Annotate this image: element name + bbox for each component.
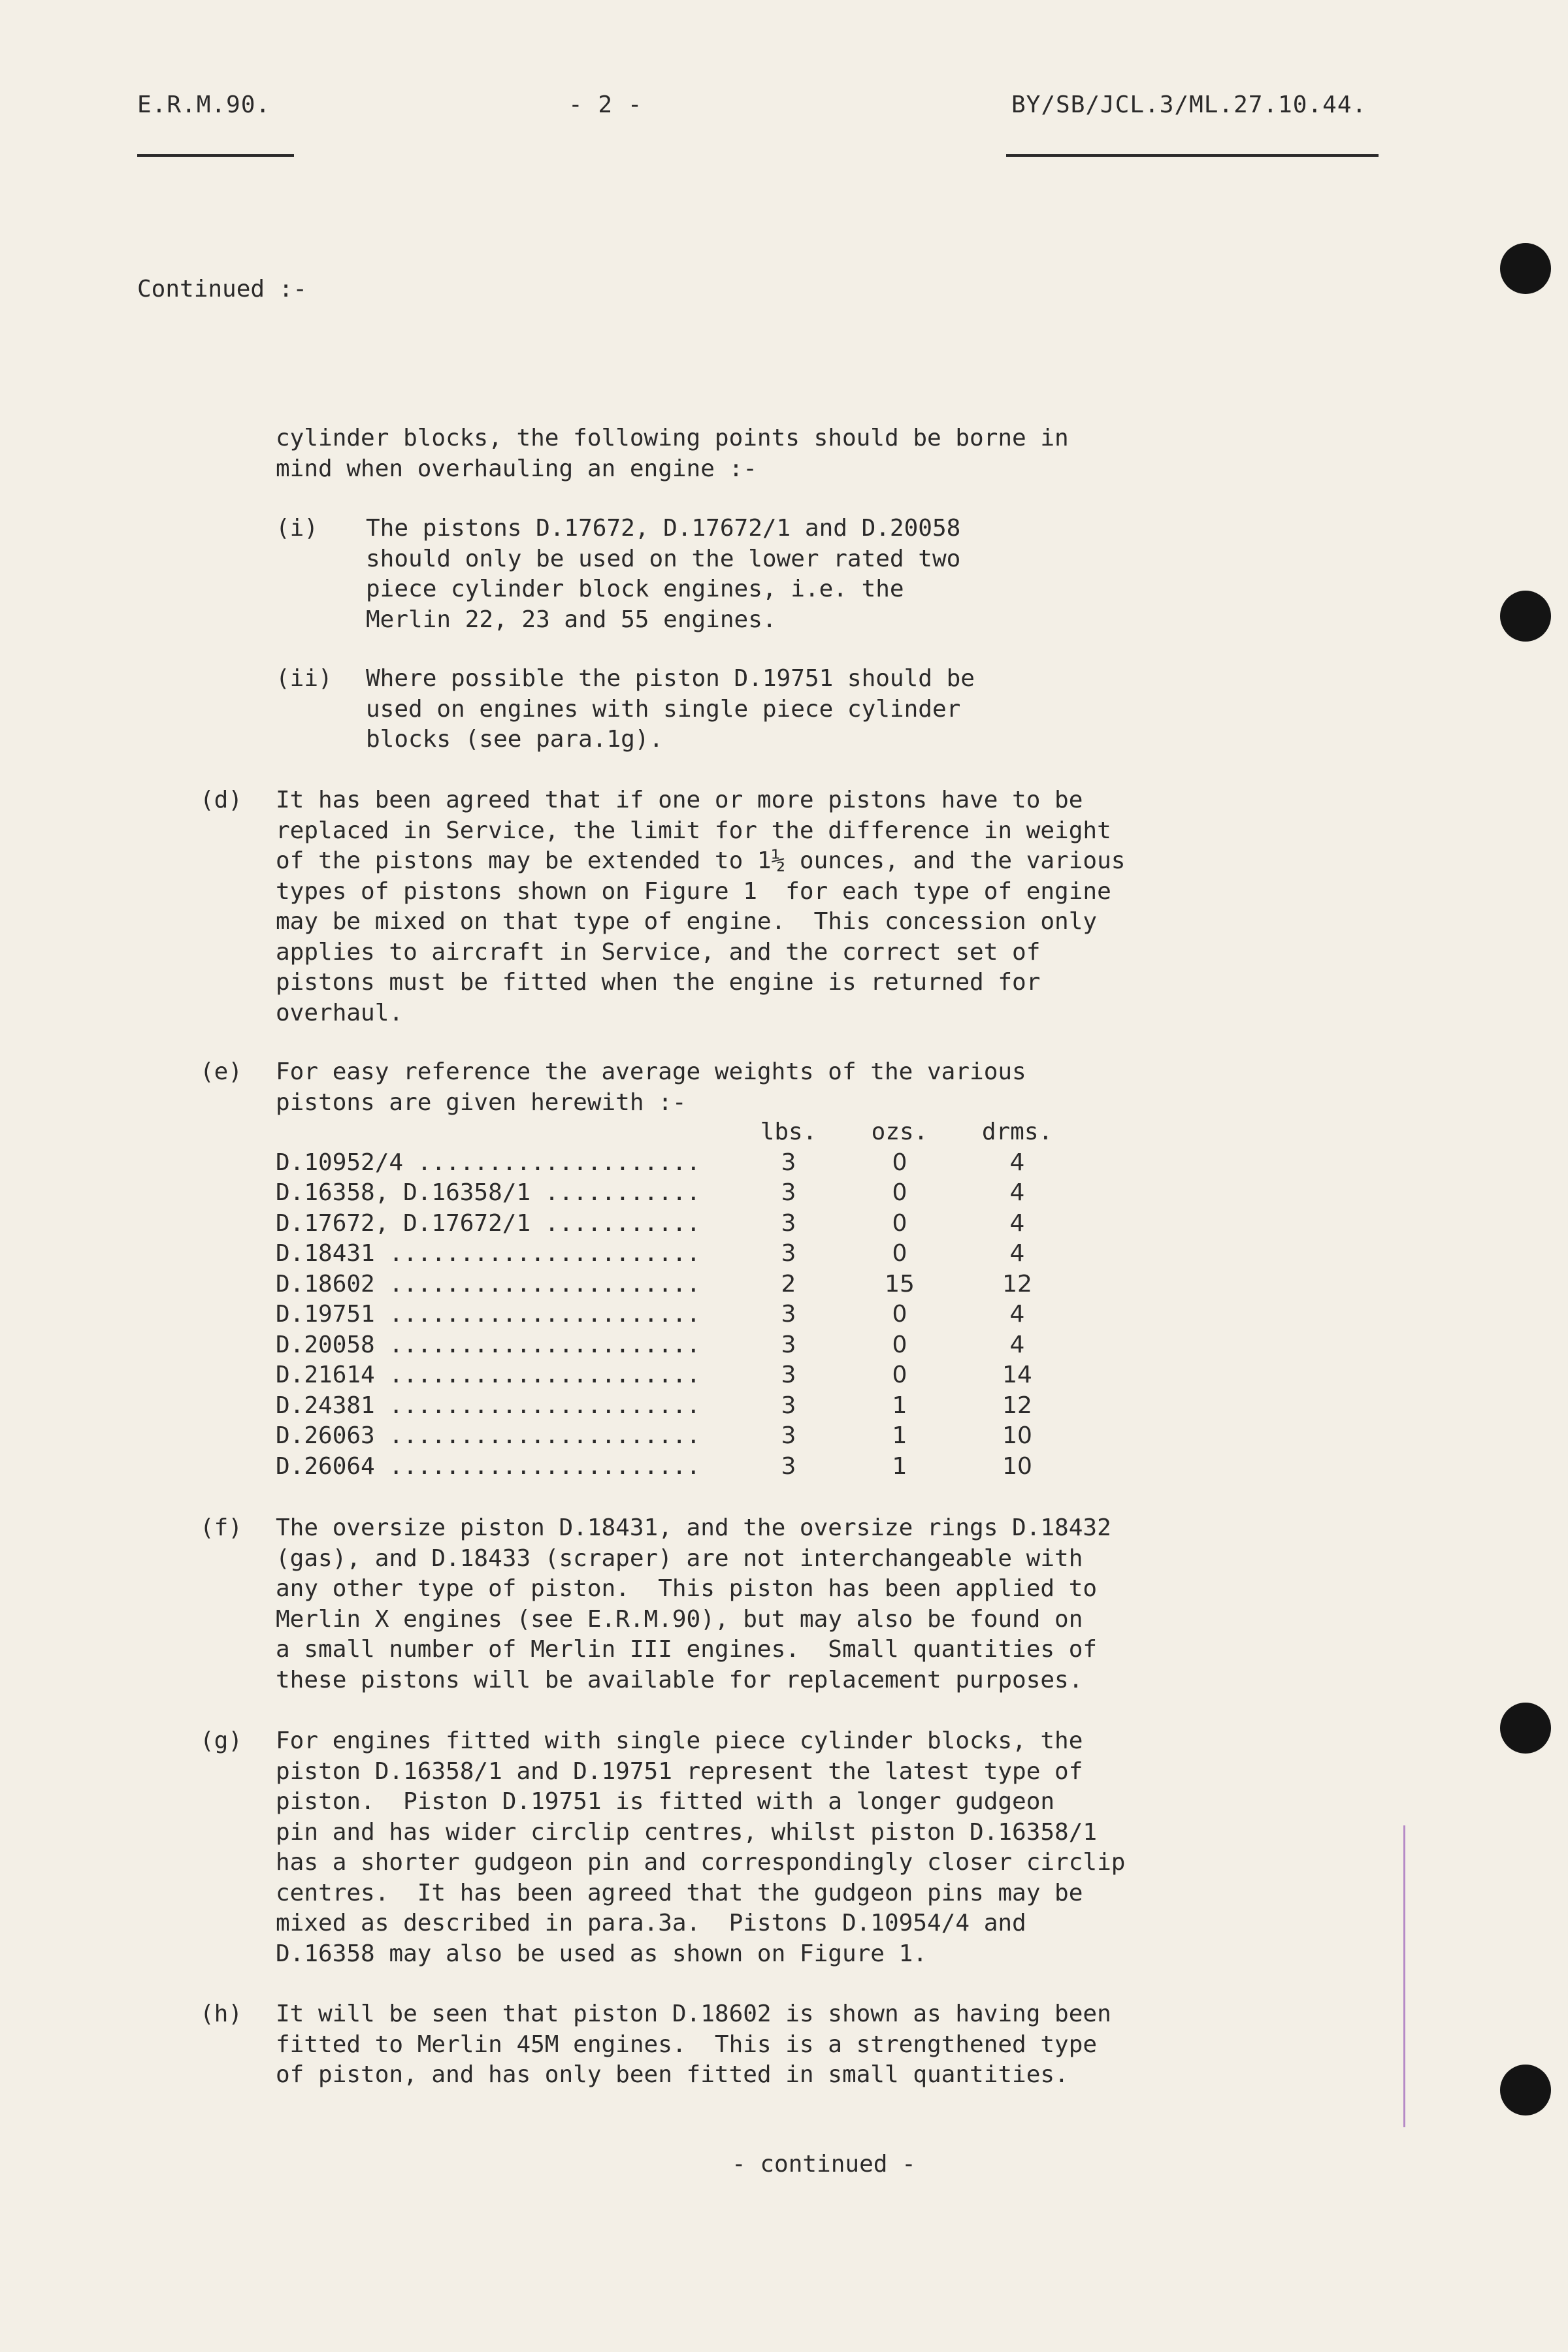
text-line: pistons must be fitted when the engine is returned for xyxy=(276,969,1041,996)
page-number: - 2 - xyxy=(568,91,643,118)
paragraph-label: (h) xyxy=(200,2001,243,2027)
piston-part-number: D.18431 ...................... xyxy=(276,1240,701,1267)
text-line: piston. Piston D.19751 is fitted with a longer gudgeon xyxy=(276,1788,1055,1815)
punch-hole xyxy=(1500,243,1551,294)
weight-drms: 14 xyxy=(1002,1362,1032,1388)
table-row xyxy=(276,1452,1125,1482)
piston-part-number: D.10952/4 .................... xyxy=(276,1149,701,1176)
paragraph-label: (e) xyxy=(200,1058,243,1085)
reference-code-underline xyxy=(1006,154,1379,157)
weight-lbs: 2 xyxy=(781,1270,796,1298)
table-row xyxy=(276,1391,1125,1422)
piston-part-number: D.17672, D.17672/1 ........... xyxy=(276,1209,701,1237)
piston-part-number: D.20058 ...................... xyxy=(276,1331,701,1358)
weight-drms: 4 xyxy=(1009,1209,1025,1237)
table-row xyxy=(276,1269,1125,1300)
text-line: used on engines with single piece cylinder xyxy=(366,695,961,723)
table-row xyxy=(276,1421,1125,1452)
text-line: types of pistons shown on Figure 1 for each type of engine xyxy=(276,877,1111,905)
text-line: D.16358 may also be used as shown on Figure 1. xyxy=(276,1940,927,1967)
table-header-row xyxy=(276,1117,1125,1148)
piston-part-number: D.26064 ...................... xyxy=(276,1452,701,1480)
text-line: The pistons D.17672, D.17672/1 and D.20058 xyxy=(366,515,961,542)
paragraph-label: (f) xyxy=(200,1514,243,1541)
weight-drms: 12 xyxy=(1002,1392,1032,1419)
text-line: replaced in Service, the limit for the difference in weight xyxy=(276,817,1111,844)
text-line: cylinder blocks, the following points should be borne in xyxy=(276,425,1069,451)
weight-lbs: 3 xyxy=(781,1452,796,1480)
text-line: pin and has wider circlip centres, whilst piston D.16358/1 xyxy=(276,1818,1098,1846)
weight-lbs: 3 xyxy=(781,1422,796,1449)
text-line: piston D.16358/1 and D.19751 represent the latest type of xyxy=(276,1757,1083,1785)
paragraph-label: (g) xyxy=(200,1727,243,1754)
margin-mark xyxy=(1403,1825,1405,2127)
reference-code: BY/SB/JCL.3/ML.27.10.44. xyxy=(1011,91,1367,118)
piston-part-number: D.21614 ...................... xyxy=(276,1362,701,1388)
weight-drms: 4 xyxy=(1009,1179,1025,1206)
paragraph-g-text xyxy=(276,1726,1125,1969)
weight-drms: 12 xyxy=(1002,1270,1032,1298)
text-line: should only be used on the lower rated two xyxy=(366,545,961,572)
weight-ozs: 0 xyxy=(892,1362,907,1388)
weight-ozs: 0 xyxy=(892,1331,907,1358)
text-line: pistons are given herewith :- xyxy=(276,1088,687,1116)
weight-ozs: 1 xyxy=(892,1422,907,1449)
table-row xyxy=(276,1178,1125,1209)
weight-lbs: 3 xyxy=(781,1149,796,1176)
weight-ozs: 0 xyxy=(892,1240,907,1267)
paragraph-f-text xyxy=(276,1513,1111,1695)
text-line: a small number of Merlin III engines. Small quantities of xyxy=(276,1636,1098,1663)
text-line: piece cylinder block engines, i.e. the xyxy=(366,576,904,602)
weight-lbs: 3 xyxy=(781,1392,796,1419)
text-line: any other type of piston. This piston has been applied to xyxy=(276,1575,1098,1602)
column-header-ozs: ozs. xyxy=(871,1119,928,1145)
punch-hole xyxy=(1500,2065,1551,2115)
punch-hole xyxy=(1500,591,1551,642)
point-text xyxy=(366,664,975,755)
text-line: It has been agreed that if one or more pistons have to be xyxy=(276,787,1083,813)
intro-paragraph xyxy=(276,423,1069,484)
text-line: has a shorter gudgeon pin and correspondingly closer circlip xyxy=(276,1849,1126,1876)
text-line: It will be seen that piston D.18602 is shown as having been xyxy=(276,2001,1111,2027)
text-line: centres. It has been agreed that the gudgeon pins may be xyxy=(276,1879,1083,1906)
text-line: applies to aircraft in Service, and the correct set of xyxy=(276,938,1041,966)
weight-drms: 10 xyxy=(1002,1422,1032,1449)
weight-ozs: 0 xyxy=(892,1179,907,1206)
text-line: may be mixed on that type of engine. This concession only xyxy=(276,908,1098,935)
weight-lbs: 3 xyxy=(781,1331,796,1358)
piston-part-number: D.26063 ...................... xyxy=(276,1422,701,1449)
weight-drms: 4 xyxy=(1009,1331,1025,1358)
table-row xyxy=(276,1239,1125,1269)
weight-drms: 4 xyxy=(1009,1240,1025,1267)
text-line: overhaul. xyxy=(276,999,404,1026)
weight-ozs: 0 xyxy=(892,1301,907,1328)
paragraph-h-text xyxy=(276,1999,1111,2091)
weight-ozs: 1 xyxy=(892,1392,907,1419)
text-line: of the pistons may be extended to 1½ ounces, and the various xyxy=(276,847,1126,874)
weight-drms: 4 xyxy=(1009,1149,1025,1176)
weight-lbs: 3 xyxy=(781,1179,796,1206)
paragraph-d-text xyxy=(276,785,1125,1028)
point-text xyxy=(366,514,960,635)
weight-lbs: 3 xyxy=(781,1362,796,1388)
text-line: mind when overhauling an engine :- xyxy=(276,455,757,482)
text-line: For engines fitted with single piece cylinder blocks, the xyxy=(276,1727,1083,1754)
weight-lbs: 3 xyxy=(781,1209,796,1237)
weight-ozs: 15 xyxy=(885,1270,915,1298)
table-row xyxy=(276,1299,1125,1330)
punch-hole xyxy=(1500,1703,1551,1754)
table-row xyxy=(276,1148,1125,1179)
point-label: (ii) xyxy=(276,665,333,692)
piston-part-number: D.24381 ...................... xyxy=(276,1392,701,1419)
weight-drms: 10 xyxy=(1002,1452,1032,1480)
piston-part-number: D.16358, D.16358/1 ........... xyxy=(276,1179,701,1206)
weight-ozs: 1 xyxy=(892,1452,907,1480)
table-row xyxy=(276,1330,1125,1361)
text-line: The oversize piston D.18431, and the oversize rings D.18432 xyxy=(276,1514,1111,1541)
paragraph-label: (d) xyxy=(200,787,243,813)
piston-part-number: D.19751 ...................... xyxy=(276,1301,701,1328)
piston-weights-table xyxy=(276,1117,1125,1482)
weight-ozs: 0 xyxy=(892,1209,907,1237)
reference-underline xyxy=(137,154,294,157)
column-header-lbs: lbs. xyxy=(760,1119,817,1145)
point-label: (i) xyxy=(276,515,319,542)
continued-footer: - continued - xyxy=(732,2151,916,2178)
continued-label: Continued :- xyxy=(137,276,308,302)
text-line: For easy reference the average weights of the various xyxy=(276,1058,1026,1085)
text-line: Where possible the piston D.19751 should be xyxy=(366,665,975,692)
table-row xyxy=(276,1209,1125,1239)
document-reference: E.R.M.90. xyxy=(137,91,271,118)
weight-lbs: 3 xyxy=(781,1240,796,1267)
text-line: these pistons will be available for replacement purposes. xyxy=(276,1666,1083,1693)
text-line: blocks (see para.1g). xyxy=(366,726,664,753)
weight-drms: 4 xyxy=(1009,1301,1025,1328)
weight-lbs: 3 xyxy=(781,1301,796,1328)
text-line: mixed as described in para.3a. Pistons D.10954/4 and xyxy=(276,1910,1026,1936)
text-line: (gas), and D.18433 (scraper) are not interchangeable with xyxy=(276,1544,1083,1572)
text-line: fitted to Merlin 45M engines. This is a strengthened type xyxy=(276,2031,1098,2058)
piston-part-number: D.18602 ...................... xyxy=(276,1270,701,1298)
text-line: Merlin X engines (see E.R.M.90), but may also be found on xyxy=(276,1605,1083,1633)
weight-ozs: 0 xyxy=(892,1149,907,1176)
table-row xyxy=(276,1360,1125,1391)
text-line: of piston, and has only been fitted in small quantities. xyxy=(276,2061,1069,2088)
paragraph-e-text xyxy=(276,1057,1026,1118)
column-header-drms: drms. xyxy=(981,1119,1053,1145)
text-line: Merlin 22, 23 and 55 engines. xyxy=(366,606,777,633)
